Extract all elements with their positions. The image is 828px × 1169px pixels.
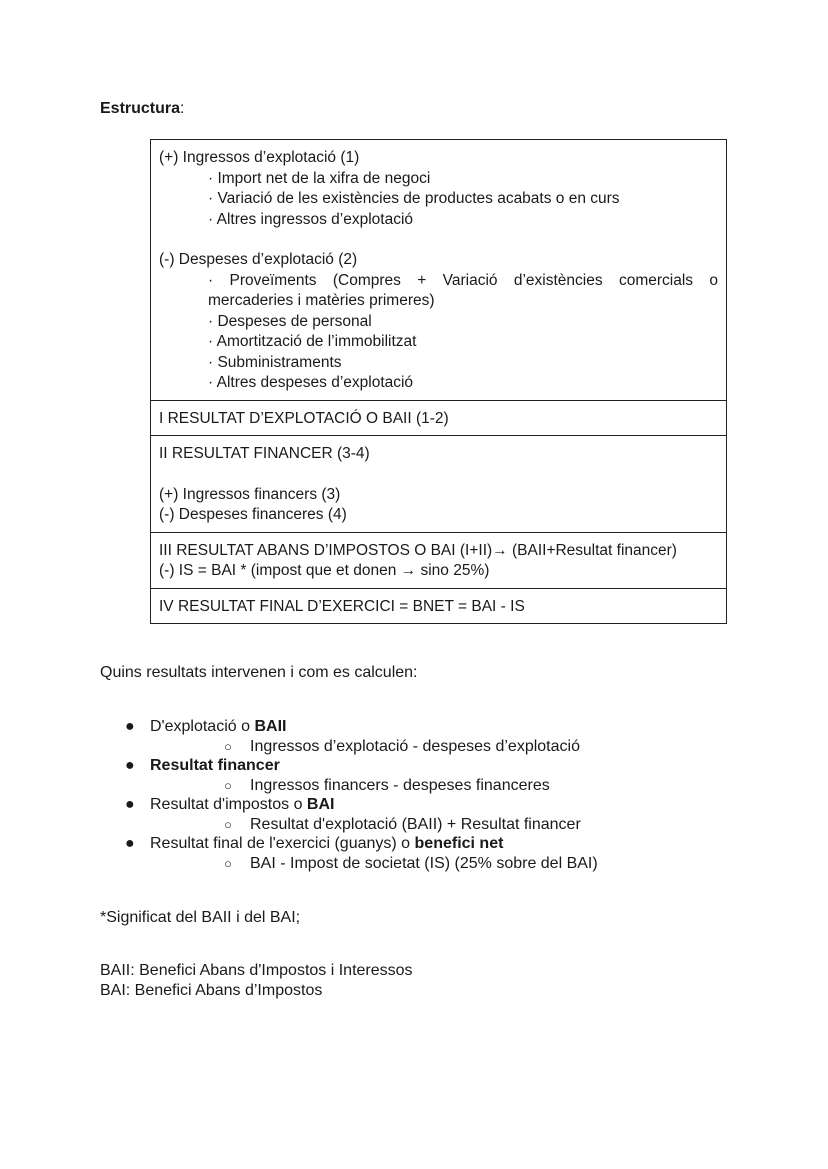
item-prefix: D'explotació o xyxy=(150,718,255,735)
result-3-cell xyxy=(151,532,727,588)
spacer xyxy=(159,230,718,250)
sub-item-text: Ingressos financers - despeses financeres xyxy=(250,776,550,794)
result-1-cell: I RESULTAT D’EXPLOTACIÓ O BAII (1-2) xyxy=(151,400,727,436)
circle-bullet-icon: ○ xyxy=(224,777,232,793)
item-bold: BAI xyxy=(306,796,335,813)
financial-expense-line: (-) Despeses financeres (4) xyxy=(159,506,347,523)
operating-income-item: · Variació de les existències de productes acabats o en curs xyxy=(208,190,620,207)
heading-colon: : xyxy=(180,100,185,117)
results-list xyxy=(100,717,620,873)
operating-block-row xyxy=(151,140,727,401)
item-bold: BAII xyxy=(254,718,287,735)
definitions xyxy=(100,961,413,1001)
sub-item-text: Ingressos d’explotació - despeses d’explotació xyxy=(250,737,580,755)
bullet-icon: ● xyxy=(125,796,135,813)
bullet-icon: ● xyxy=(125,757,135,774)
list-item xyxy=(100,756,620,795)
operating-block-cell xyxy=(151,140,727,401)
tax-line: (-) IS = BAI * (impost que et donen → sino 25%) xyxy=(159,562,490,579)
sub-list xyxy=(150,776,620,796)
operating-expense-item: · Proveïments (Compres + Variació d’existències comercials o mercaderies i matèries primeres) xyxy=(208,271,718,309)
bullet-icon: ● xyxy=(125,718,135,735)
result-4-row xyxy=(151,588,727,624)
circle-bullet-icon: ○ xyxy=(224,816,232,832)
list-item xyxy=(100,795,620,834)
operating-expense-item: · Subministraments xyxy=(208,353,342,371)
operating-expenses-title: (-) Despeses d’explotació (2) xyxy=(159,251,358,268)
sub-list xyxy=(150,737,620,757)
operating-income-title: (+) Ingressos d’explotació (1) xyxy=(159,149,360,166)
sub-list-item xyxy=(150,815,620,835)
definition-baii: BAII: Benefici Abans d'Impostos i Interessos xyxy=(100,962,413,979)
item-prefix: Resultat final de l'exercici (guanys) o xyxy=(150,835,415,852)
sub-list xyxy=(150,854,620,874)
question-text: Quins resultats intervenen i com es calculen: xyxy=(100,664,418,681)
result-4-cell: IV RESULTAT FINAL D’EXERCICI = BNET = BAI - IS xyxy=(151,588,727,624)
operating-expense-item: · Amortització de l’immobilitzat xyxy=(208,333,417,350)
financial-income-line: (+) Ingressos financers (3) xyxy=(159,485,341,503)
circle-bullet-icon: ○ xyxy=(224,738,232,754)
operating-expense-item: · Despeses de personal xyxy=(208,312,372,330)
heading-label: Estructura xyxy=(100,100,181,117)
result-1-row xyxy=(151,400,727,436)
section-heading xyxy=(100,100,184,118)
sub-list-item xyxy=(150,854,620,874)
spacer xyxy=(159,465,718,485)
list-item xyxy=(100,834,620,873)
definition-bai: BAI: Benefici Abans d’Impostos xyxy=(100,982,323,999)
result-2-cell xyxy=(151,436,727,533)
note-text: *Significat del BAII i del BAI; xyxy=(100,909,301,926)
operating-expense-item: · Altres despeses d’explotació xyxy=(208,374,414,391)
result-2-row xyxy=(151,436,727,533)
list-item xyxy=(100,717,620,756)
pre-tax-result-line: III RESULTAT ABANS D’IMPOSTOS O BAI (I+II)→ (BAII+Resultat financer) xyxy=(159,541,677,559)
operating-income-item: · Altres ingressos d’explotació xyxy=(208,210,414,228)
sub-item-text: BAI - Impost de societat (IS) (25% sobre del BAI) xyxy=(250,854,598,872)
item-bold: Resultat financer xyxy=(150,757,280,774)
sub-list-item xyxy=(150,776,620,796)
circle-bullet-icon: ○ xyxy=(224,855,232,871)
bullet-icon: ● xyxy=(125,835,135,852)
sub-item-text: Resultat d'explotació (BAII) + Resultat financer xyxy=(250,815,581,833)
income-statement-structure-table xyxy=(150,139,727,624)
sub-list xyxy=(150,815,620,835)
sub-list-item xyxy=(150,737,620,757)
item-bold: benefici net xyxy=(414,835,504,852)
item-prefix: Resultat d'impostos o xyxy=(150,796,307,813)
result-3-row xyxy=(151,532,727,588)
financial-result-title: II RESULTAT FINANCER (3-4) xyxy=(159,445,370,462)
operating-income-item: · Import net de la xifra de negoci xyxy=(208,169,431,187)
